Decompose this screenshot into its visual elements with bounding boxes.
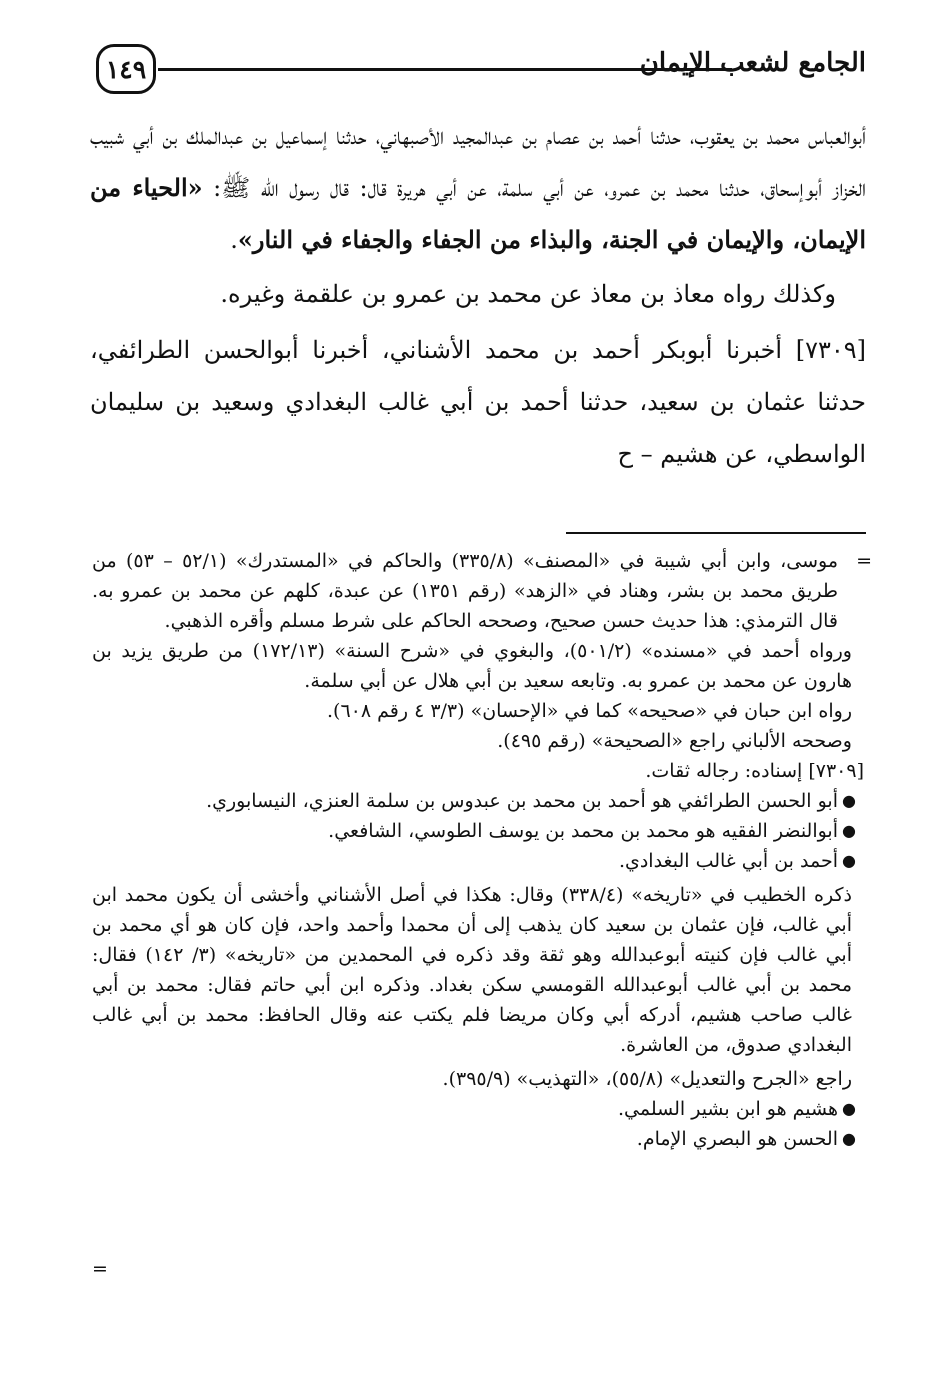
- footnote-separator: [566, 532, 866, 534]
- book-title: الجامع لشعب الإيمان: [639, 48, 866, 78]
- list-item: ● أبو الحسن الطرائفي هو أحمد بن محمد بن عبدوس بن سلمة العنزي، النيسابوري.: [92, 786, 856, 816]
- bullet-icon: ●: [842, 791, 856, 810]
- narrator-list: [92, 786, 864, 876]
- hadith-paragraph: [90, 110, 866, 266]
- footnote-paragraph: ورواه أحمد في «مسنده» (٥٠١/٢)، والبغوي في «شرح السنة» (١٧٢/١٣) من طريق يزيد بن هارون عن محمد بن عمرو به. وتابعه سعيد بن أبي هلال عن أبي سلمة.: [92, 640, 852, 692]
- footnote-paragraph: رواه ابن حبان في «صحيحه» كما في «الإحسان» (٣/٣ ٤ رقم ٦٠٨).: [327, 700, 852, 722]
- main-text: [90, 110, 866, 480]
- footnote-paragraph: موسى، وابن أبي شيبة في «المصنف» (٣٣٥/٨) والحاكم في «المستدرك» (٥٢/١ – ٥٣) من طريق محمد بن بشر، وهناد في «الزهد» (رقم ١٣٥١) عن عبدة، كلهم عن محمد بن عمرو به. قال الترمذي: هذا حديث حسن صحيح، وصححه الحاكم على شرط مسلم وأقره الذهبي.: [92, 550, 838, 632]
- page-number: ١٤٩: [96, 44, 156, 94]
- bullet-icon: ●: [842, 821, 856, 840]
- bullet-icon: ●: [842, 851, 856, 870]
- bullet-icon: ●: [842, 1129, 856, 1148]
- continuation-mark: =: [92, 1258, 108, 1280]
- commentary-paragraph: وكذلك رواه معاذ بن معاذ عن محمد بن عمرو بن علقمة وغيره.: [220, 280, 836, 308]
- footnote-paragraph: راجع «الجرح والتعديل» (٥٥/٨)، «التهذيب» (٣٩٥/٩).: [442, 1068, 852, 1090]
- footnote-paragraph: وصححه الألباني راجع «الصحيحة» (رقم ٤٩٥).: [497, 730, 852, 752]
- list-item: ● أبوالنضر الفقيه هو محمد بن محمد بن يوسف الطوسي، الشافعي.: [92, 816, 856, 846]
- narrator-list: [92, 1094, 864, 1154]
- list-item: ● هشيم هو ابن بشير السلمي.: [92, 1094, 856, 1124]
- list-item: ● أحمد بن أبي غالب البغدادي.: [92, 846, 856, 876]
- hadith-7309-paragraph: [٧٣٠٩] أخبرنا أبوبكر أحمد بن محمد الأشناني، أخبرنا أبوالحسن الطرائفي، حدثنا عثمان بن سعيد، حدثنا أحمد بن أبي غالب البغدادي وسعيد بن سليمان الواسطي، عن هشيم – ح: [90, 336, 866, 468]
- continuation-mark: =: [856, 550, 872, 572]
- footnote-paragraph: ذكره الخطيب في «تاريخه» (٣٣٨/٤) وقال: هكذا في أصل الأشناني وأخشى أن يكون محمد ابن أبي غالب، فإن عثمان بن سعيد كان يذهب إلى أن محمدا وأحمد واحد، فإن كان هو أي محمد بن أبي غالب فإن كنيته أبوعبدالله وهو ثقة وقد ذكره في المحمدين من «تاريخه» (٣/ ١٤٢) فقال: محمد بن أبي غالب أبوعبدالله القومسي سكن بغداد. وذكره ابن أبي حاتم فقال: محمد بن أبي غالب صاحب هشيم، أدركه أبي وكان مريضا فلم يكتب عنه وقال الحافظ: محمد بن أبي غالب البغدادي صدوق، من العاشرة.: [92, 884, 852, 1056]
- footnotes: [92, 546, 872, 1154]
- isnad-text: أبوالعباس محمد بن يعقوب، حدثنا أحمد بن عصام بن عبدالمجيد الأصبهاني، حدثنا إسماعيل بن عبدالملك بن أبي شبيب الخزاز أبوإسحاق، حدثنا محمد بن عمرو، عن أبي سلمة، عن أبي هريرة قال: قال رسول الله ﷺ:: [90, 122, 867, 202]
- period: .: [230, 226, 238, 254]
- bullet-icon: ●: [842, 1099, 856, 1118]
- list-item: ● الحسن هو البصري الإمام.: [92, 1124, 856, 1154]
- matn-text: «الحياء من الإيمان، والإيمان في الجنة، والبذاء من الجفاء والجفاء في النار»: [90, 173, 866, 254]
- page-header: [96, 42, 866, 98]
- footnote-paragraph: [٧٣٠٩] إسناده: رجاله ثقات.: [645, 760, 864, 782]
